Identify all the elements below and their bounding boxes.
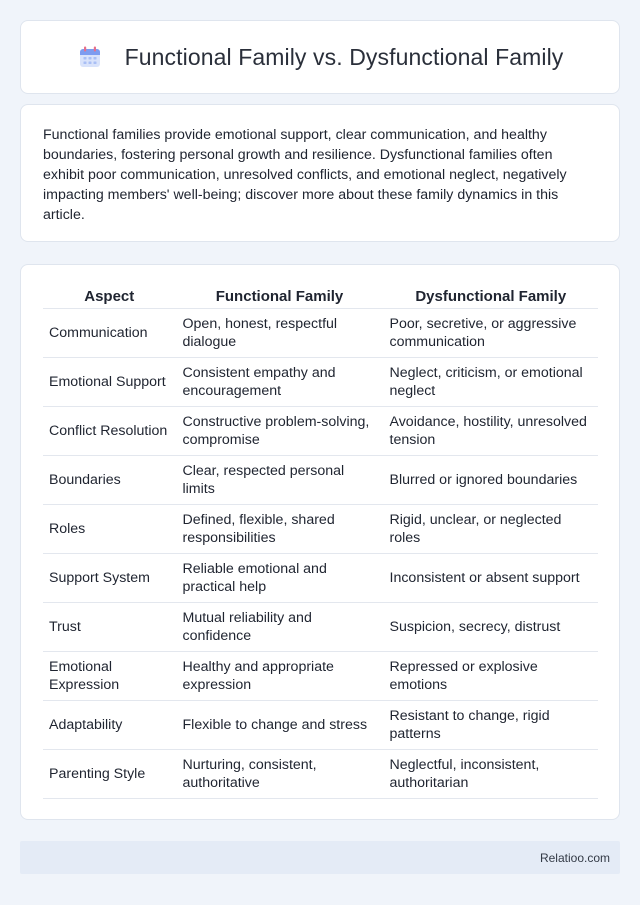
table-row: [43, 553, 598, 602]
dysfunctional-cell: Inconsistent or absent support: [383, 553, 598, 602]
page-title: Functional Family vs. Dysfunctional Family: [124, 43, 564, 70]
comparison-table-card: [20, 264, 620, 820]
table-row: [43, 406, 598, 455]
table-header-row: [43, 287, 598, 308]
aspect-cell: Support System: [43, 553, 176, 602]
header-functional: Functional Family: [176, 287, 383, 308]
functional-cell: Defined, flexible, shared responsibilities: [176, 504, 383, 553]
aspect-cell: Adaptability: [43, 700, 176, 749]
table-row: [43, 700, 598, 749]
table-row: [43, 357, 598, 406]
dysfunctional-cell: Blurred or ignored boundaries: [383, 455, 598, 504]
aspect-cell: Conflict Resolution: [43, 406, 176, 455]
intro-text: Functional families provide emotional support, clear communication, and healthy boundaries, fostering personal growth and resilience. Dysfunctional families often exhibit poor communication, unresolved conflicts, and emotional neglect, negatively impacting members' well-being; discover more about these family dynamics in this article.: [43, 127, 567, 223]
aspect-cell: Boundaries: [43, 455, 176, 504]
functional-cell: Open, honest, respectful dialogue: [176, 308, 383, 357]
functional-cell: Clear, respected personal limits: [176, 455, 383, 504]
dysfunctional-cell: Repressed or explosive emotions: [383, 651, 598, 700]
dysfunctional-cell: Resistant to change, rigid patterns: [383, 700, 598, 749]
table-row: [43, 651, 598, 700]
calendar-icon: [77, 44, 103, 70]
aspect-cell: Communication: [43, 308, 176, 357]
table-row: [43, 602, 598, 651]
aspect-cell: Emotional Support: [43, 357, 176, 406]
dysfunctional-cell: Poor, secretive, or aggressive communication: [383, 308, 598, 357]
table-row: [43, 455, 598, 504]
functional-cell: Healthy and appropriate expression: [176, 651, 383, 700]
title-wrap: [77, 44, 564, 71]
functional-cell: Flexible to change and stress: [176, 700, 383, 749]
functional-cell: Constructive problem-solving, compromise: [176, 406, 383, 455]
dysfunctional-cell: Avoidance, hostility, unresolved tension: [383, 406, 598, 455]
intro-card: [20, 104, 620, 242]
table-row: [43, 749, 598, 798]
dysfunctional-cell: Suspicion, secrecy, distrust: [383, 602, 598, 651]
table-row: [43, 308, 598, 357]
functional-cell: Nurturing, consistent, authoritative: [176, 749, 383, 798]
title-card: [20, 20, 620, 94]
dysfunctional-cell: Rigid, unclear, or neglected roles: [383, 504, 598, 553]
header-dysfunctional: Dysfunctional Family: [383, 287, 598, 308]
dysfunctional-cell: Neglectful, inconsistent, authoritarian: [383, 749, 598, 798]
aspect-cell: Parenting Style: [43, 749, 176, 798]
comparison-table: [43, 287, 598, 799]
table-row: [43, 504, 598, 553]
functional-cell: Mutual reliability and confidence: [176, 602, 383, 651]
aspect-cell: Roles: [43, 504, 176, 553]
footer-site-link[interactable]: Relatioo.com: [539, 850, 610, 865]
functional-cell: Consistent empathy and encouragement: [176, 357, 383, 406]
header-aspect: Aspect: [43, 287, 176, 308]
dysfunctional-cell: Neglect, criticism, or emotional neglect: [383, 357, 598, 406]
aspect-cell: Trust: [43, 602, 176, 651]
functional-cell: Reliable emotional and practical help: [176, 553, 383, 602]
aspect-cell: Emotional Expression: [43, 651, 176, 700]
footer: [20, 841, 620, 874]
